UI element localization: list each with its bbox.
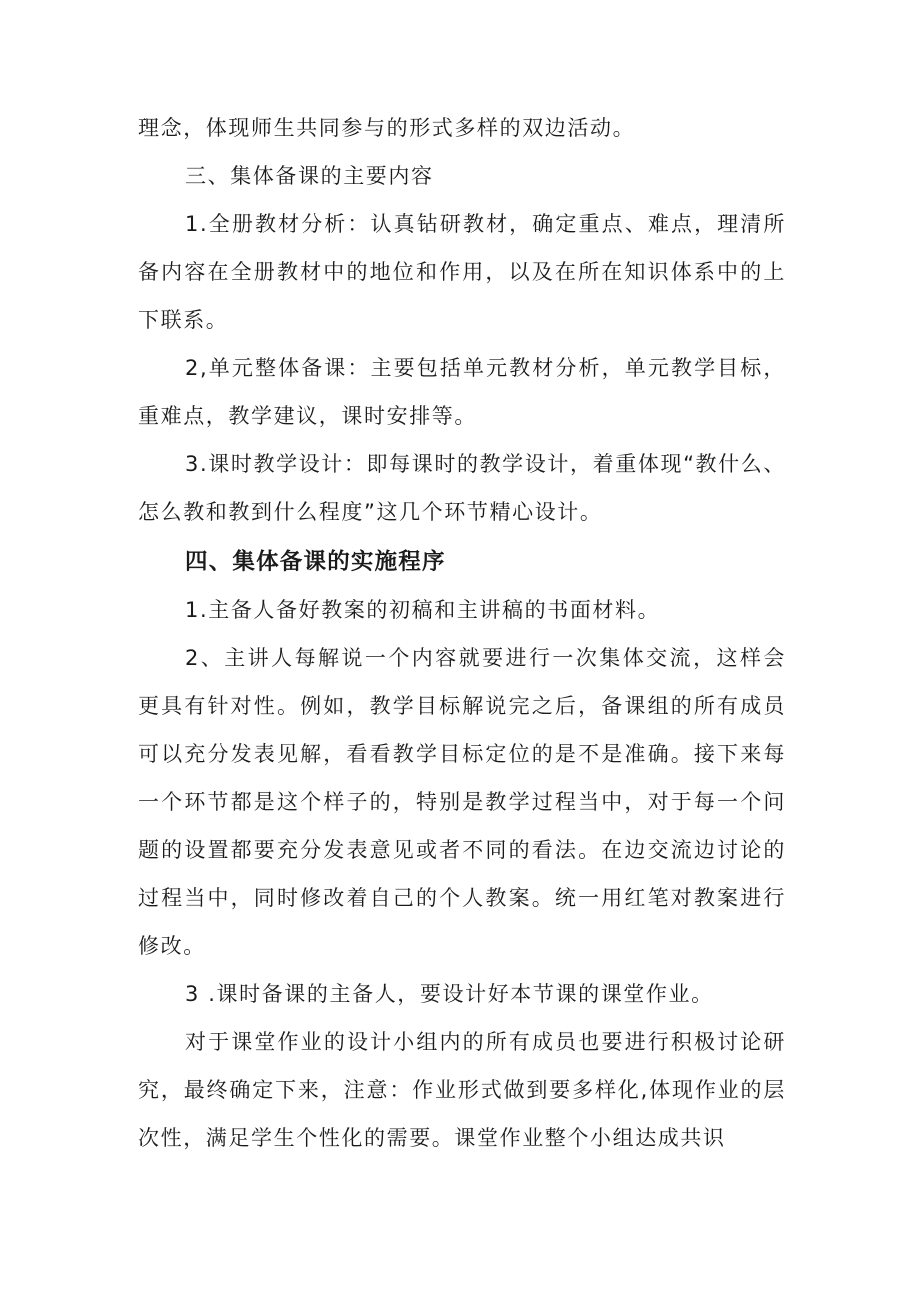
document-body	[138, 104, 786, 1162]
paragraph-homework-design: 对于课堂作业的设计小组内的所有成员也要进行积极讨论研究，最终确定下来，注意：作业形式做到要多样化,体现作业的层次性，满足学生个性化的需要。课堂作业整个小组达成共识	[138, 1030, 786, 1150]
paragraph-step-two: 2、主讲人每解说一个内容就要进行一次集体交流，这样会更具有针对性。例如，教学目标解说完之后，备课组的所有成员可以充分发表见解，看看教学目标定位的是不是准确。接下来每一个环节都是这个样子的，特别是教学过程当中，对于每一个问题的设置都要充分发表意见或者不同的看法。在边交流边讨论的过程当中，同时修改着自己的个人教案。统一用红笔对教案进行修改。	[138, 646, 786, 958]
section-heading-three: 三、集体备课的主要内容	[185, 164, 434, 188]
paragraph-step-three: 3 .课时备课的主备人，要设计好本节课的课堂作业。	[185, 982, 714, 1006]
paragraph-lesson-design: 3.课时教学设计：即每课时的教学设计，着重体现“教什么、怎么教和教到什么程度”这几个环节精心设计。	[138, 452, 786, 524]
paragraph-step-one: 1.主备人备好教案的初稿和主讲稿的书面材料。	[185, 598, 661, 622]
paragraph-textbook-analysis: 1.全册教材分析：认真钻研教材，确定重点、难点，理清所备内容在全册教材中的地位和作用，以及在所在知识体系中的上下联系。	[138, 212, 786, 332]
paragraph-unit-planning: 2,单元整体备课：主要包括单元教材分析，单元教学目标，重难点，教学建议，课时安排等。	[138, 356, 786, 428]
paragraph-continuation: 理念，体现师生共同参与的形式多样的双边活动。	[138, 116, 636, 140]
section-heading-four: 四、集体备课的实施程序	[185, 549, 446, 575]
